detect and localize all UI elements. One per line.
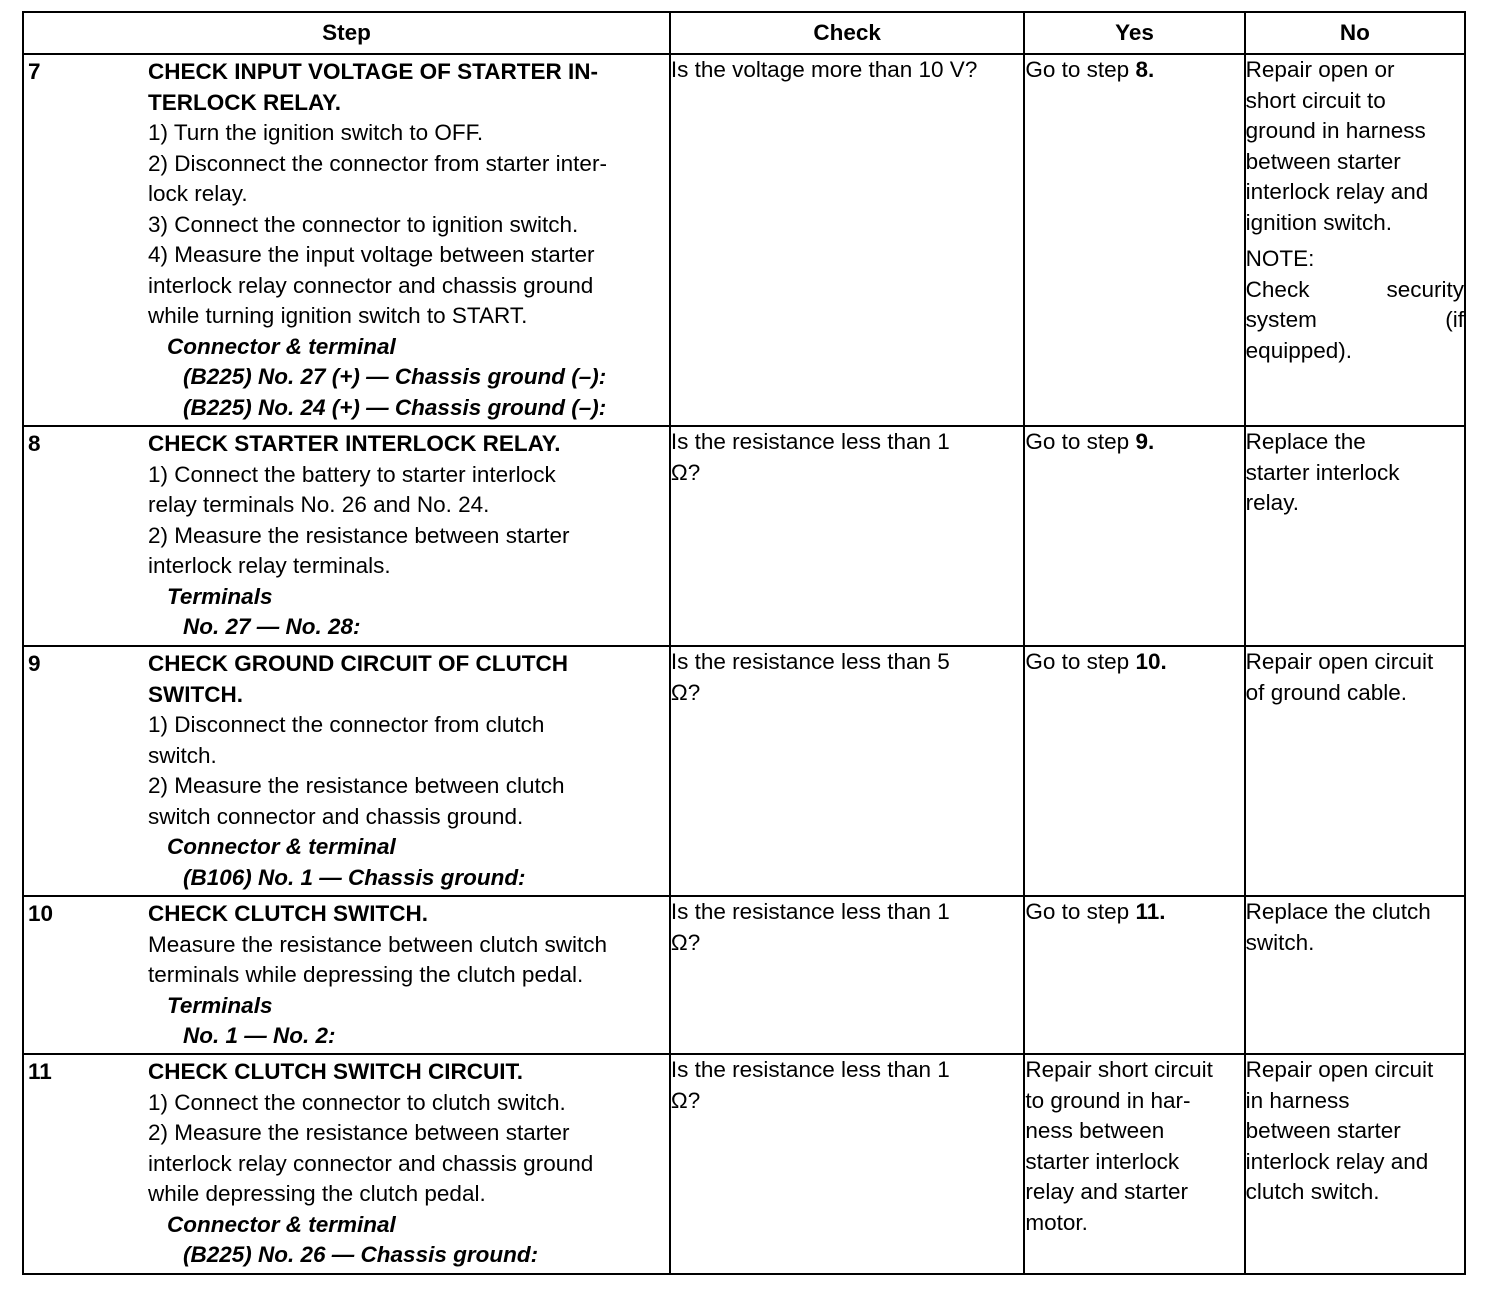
yes-action <box>1025 427 1243 458</box>
spec-value: (B225) No. 27 (+) — Chassis ground (–): <box>183 364 607 389</box>
step-cell <box>23 646 670 896</box>
yes-cell <box>1024 896 1244 1054</box>
table-row <box>23 646 1465 896</box>
step-instruction: interlock relay connector and chassis ground <box>148 1150 594 1176</box>
yes-action <box>1025 55 1243 86</box>
step-instruction: terminals while depressing the clutch pedal. <box>148 962 584 987</box>
no-action: clutch switch. <box>1245 1179 1380 1204</box>
no-cell <box>1245 646 1465 896</box>
no-cell <box>1245 54 1465 426</box>
step-instruction: while turning ignition switch to START. <box>148 303 528 328</box>
no-action: Repair open circuit <box>1245 1057 1434 1082</box>
table-row <box>23 1054 1465 1274</box>
yes-action: relay and starter <box>1025 1179 1188 1204</box>
yes-action: to ground in har- <box>1025 1087 1191 1113</box>
note-text: equipped). <box>1245 337 1353 363</box>
check-cell <box>670 426 1024 646</box>
step-instruction: switch. <box>148 742 217 768</box>
yes-step-ref: 11. <box>1135 899 1166 924</box>
step-title: CHECK STARTER INTERLOCK RELAY. <box>148 431 561 456</box>
step-title: CHECK INPUT VOLTAGE OF STARTER IN- <box>148 59 598 84</box>
spec-value: (B106) No. 1 — Chassis ground: <box>183 864 526 890</box>
yes-step-ref: 10. <box>1135 649 1167 674</box>
step-instruction: Measure the resistance between clutch switch <box>148 931 607 957</box>
diagnostic-table <box>22 11 1466 1275</box>
yes-prefix: Go to step <box>1025 649 1136 674</box>
spec-title: Terminals <box>167 583 273 609</box>
step-body <box>148 1055 669 1271</box>
step-instruction: switch connector and chassis ground. <box>148 803 524 829</box>
step-title: CHECK GROUND CIRCUIT OF CLUTCH <box>148 651 568 676</box>
yes-action: ness between <box>1025 1118 1165 1143</box>
step-instruction: 2) Disconnect the connector from starter inter- <box>148 150 607 176</box>
no-action: interlock relay and <box>1245 1148 1429 1174</box>
no-action: between starter <box>1245 1118 1401 1143</box>
step-title: SWITCH. <box>148 681 243 707</box>
no-action: short circuit to <box>1245 87 1386 113</box>
step-cell <box>23 1054 670 1274</box>
no-action: of ground cable. <box>1245 679 1408 705</box>
step-number: 10 <box>28 901 54 926</box>
no-action: in harness <box>1245 1087 1350 1113</box>
check-cell <box>670 54 1024 426</box>
yes-action: starter interlock <box>1025 1148 1180 1174</box>
note-text: Check security <box>1245 276 1464 302</box>
step-number: 11 <box>28 1059 52 1084</box>
check-question: Is the resistance less than 1 <box>670 899 950 924</box>
step-instruction: interlock relay terminals. <box>148 553 391 578</box>
header-row <box>23 12 1465 54</box>
step-body <box>148 427 669 643</box>
yes-action: Repair short circuit <box>1025 1057 1213 1082</box>
no-action: switch. <box>1245 929 1315 955</box>
no-action: ground in harness <box>1245 118 1426 143</box>
header-no: No <box>1245 12 1465 54</box>
table-row <box>23 896 1465 1054</box>
yes-prefix: Go to step <box>1025 57 1136 82</box>
step-cell <box>23 54 670 426</box>
no-cell <box>1245 426 1465 646</box>
step-instruction: 1) Disconnect the connector from clutch <box>148 712 545 737</box>
step-cell <box>23 896 670 1054</box>
note-text: system (if <box>1245 307 1464 332</box>
step-instruction: 2) Measure the resistance between starter <box>148 522 570 548</box>
step-instruction: 1) Connect the battery to starter interlock <box>148 461 556 487</box>
step-instruction: relay terminals No. 26 and No. 24. <box>148 492 490 517</box>
header-step: Step <box>23 12 670 54</box>
no-action: Replace the <box>1245 429 1366 454</box>
step-instruction: 2) Measure the resistance between clutch <box>148 773 565 798</box>
check-question: Is the voltage more than 10 V? <box>670 57 978 82</box>
header-check: Check <box>670 12 1024 54</box>
step-body <box>148 55 669 423</box>
yes-step-ref: 8. <box>1135 57 1155 82</box>
yes-prefix: Go to step <box>1025 899 1136 924</box>
no-cell <box>1245 1054 1465 1274</box>
check-question: Ω? <box>670 459 701 485</box>
table-body <box>23 54 1465 1274</box>
table-row <box>23 426 1465 646</box>
no-action: interlock relay and <box>1245 179 1429 204</box>
no-action: Repair open or <box>1245 57 1395 82</box>
spec-title: Connector & terminal <box>167 333 396 359</box>
no-action: starter interlock <box>1245 459 1400 485</box>
check-question: Is the resistance less than 1 <box>670 1057 950 1082</box>
step-instruction: 1) Connect the connector to clutch switch. <box>148 1089 566 1115</box>
check-cell <box>670 646 1024 896</box>
step-number: 9 <box>28 651 41 676</box>
yes-action <box>1025 897 1243 928</box>
check-cell <box>670 1054 1024 1274</box>
step-instruction: 1) Turn the ignition switch to OFF. <box>148 120 484 145</box>
step-title: CHECK CLUTCH SWITCH CIRCUIT. <box>148 1059 523 1084</box>
check-question: Is the resistance less than 5 <box>670 649 950 674</box>
spec-value: (B225) No. 24 (+) — Chassis ground (–): <box>183 394 607 420</box>
yes-cell <box>1024 1054 1244 1274</box>
step-instruction: 2) Measure the resistance between starter <box>148 1120 570 1145</box>
header-yes: Yes <box>1024 12 1244 54</box>
check-question: Is the resistance less than 1 <box>670 429 950 454</box>
yes-prefix: Go to step <box>1025 429 1136 454</box>
spec-value: No. 1 — No. 2: <box>183 1023 336 1048</box>
step-instruction: 4) Measure the input voltage between starter <box>148 242 595 267</box>
spec-title: Terminals <box>167 992 273 1018</box>
yes-cell <box>1024 426 1244 646</box>
yes-action <box>1025 647 1243 678</box>
no-action: Repair open circuit <box>1245 649 1434 674</box>
check-question: Ω? <box>670 679 701 705</box>
step-instruction: lock relay. <box>148 181 248 206</box>
step-title: CHECK CLUTCH SWITCH. <box>148 901 428 926</box>
step-number: 8 <box>28 431 41 456</box>
check-question: Ω? <box>670 929 701 955</box>
yes-action: motor. <box>1025 1209 1088 1235</box>
no-action: ignition switch. <box>1245 209 1392 235</box>
yes-step-ref: 9. <box>1135 429 1155 454</box>
spec-value: No. 27 — No. 28: <box>183 614 361 639</box>
spec-value: (B225) No. 26 — Chassis ground: <box>183 1242 539 1267</box>
spec-title: Connector & terminal <box>167 1211 396 1237</box>
no-action: relay. <box>1245 490 1300 515</box>
step-body <box>148 647 669 893</box>
no-action: Replace the clutch <box>1245 899 1431 924</box>
step-instruction: 3) Connect the connector to ignition switch. <box>148 211 579 237</box>
no-action: between starter <box>1245 148 1401 174</box>
yes-cell <box>1024 54 1244 426</box>
step-body <box>148 897 669 1052</box>
step-instruction: while depressing the clutch pedal. <box>148 1181 486 1206</box>
note-label: NOTE: <box>1245 246 1315 271</box>
no-cell <box>1245 896 1465 1054</box>
spec-title: Connector & terminal <box>167 834 396 859</box>
step-cell <box>23 426 670 646</box>
step-instruction: interlock relay connector and chassis ground <box>148 272 594 298</box>
step-title: TERLOCK RELAY. <box>148 89 341 115</box>
check-cell <box>670 896 1024 1054</box>
step-number: 7 <box>28 59 41 84</box>
table-row <box>23 54 1465 426</box>
yes-cell <box>1024 646 1244 896</box>
check-question: Ω? <box>670 1087 701 1113</box>
